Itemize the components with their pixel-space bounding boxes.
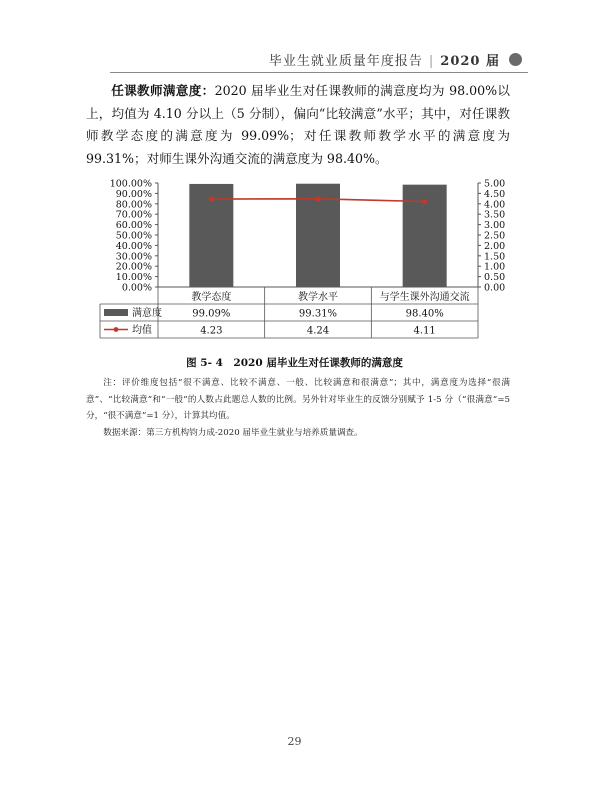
chart-caption: 图 5- 4 2020 届毕业生对任课教师的满意度 bbox=[186, 357, 403, 369]
mean-point-2 bbox=[315, 196, 320, 201]
left-tick-label: 50.00% bbox=[115, 230, 152, 242]
right-tick-label: 0.00 bbox=[484, 282, 506, 294]
satisfaction-chart bbox=[0, 0, 589, 350]
right-tick-label: 3.50 bbox=[484, 209, 506, 221]
legend-line-label: 均值 bbox=[132, 325, 152, 336]
legend-bar-label: 满意度 bbox=[132, 308, 162, 319]
right-tick-label: 4.50 bbox=[484, 188, 506, 200]
right-tick-label: 1.00 bbox=[484, 261, 506, 273]
category-label: 与学生课外沟通交流 bbox=[379, 292, 470, 303]
chart-note: 注：评价维度包括“很不满意、比较不满意、一般、比较满意和很满意”；其中，满意度为选择“很满意”、“比较满意”和“一般”的人数占此题总人数的比例。另外针对毕业生的反馈分别赋予 1-5 分（“很满意”=5 分，“很不满意”=1 分），计算其均值。 bbox=[86, 378, 510, 421]
header-year: 2020 届 bbox=[440, 54, 500, 69]
right-tick-label: 4.00 bbox=[484, 199, 506, 211]
mean-data-label: 4.11 bbox=[413, 325, 436, 337]
right-tick-label: 2.50 bbox=[484, 230, 506, 242]
bar-data-label: 98.40% bbox=[405, 308, 444, 320]
data-source: 数据来源：第三方机构钧力成-2020 届毕业生就业与培养质量调查。 bbox=[103, 428, 363, 438]
left-tick-label: 30.00% bbox=[115, 251, 152, 263]
header-title: 毕业生就业质量年度报告 bbox=[268, 54, 423, 69]
left-tick-label: 80.00% bbox=[115, 199, 152, 211]
left-tick-label: 40.00% bbox=[115, 240, 152, 252]
bar-data-label: 99.31% bbox=[298, 308, 338, 320]
left-tick-label: 70.00% bbox=[115, 209, 152, 221]
left-tick-label: 100.00% bbox=[109, 178, 152, 190]
mean-data-label: 4.24 bbox=[306, 325, 330, 337]
mean-data-label: 4.23 bbox=[200, 325, 223, 337]
right-tick-label: 5.00 bbox=[484, 178, 506, 190]
header-separator: | bbox=[428, 54, 435, 69]
left-tick-label: 20.00% bbox=[115, 261, 152, 273]
left-tick-label: 10.00% bbox=[115, 272, 152, 284]
category-label: 教学态度 bbox=[191, 292, 232, 303]
bar-data-label: 99.09% bbox=[192, 308, 231, 320]
right-tick-label: 2.00 bbox=[484, 240, 506, 252]
right-tick-label: 3.00 bbox=[484, 220, 506, 232]
left-tick-label: 90.00% bbox=[115, 188, 152, 200]
legend-line-marker bbox=[114, 327, 119, 332]
right-tick-label: 1.50 bbox=[484, 251, 506, 263]
left-tick-label: 60.00% bbox=[115, 220, 152, 232]
paragraph-lead: 任课教师满意度： bbox=[111, 83, 215, 98]
mean-point-1 bbox=[209, 196, 214, 201]
mean-point-3 bbox=[422, 199, 427, 204]
page-number: 29 bbox=[287, 735, 302, 748]
legend-bar-swatch bbox=[104, 309, 128, 316]
paragraph-body: 2020 届毕业生对任课教师的满意度均为 98.00%以上，均值为 4.10 分以上（5 分制），偏向“比较满意”水平；其中，对任课教师教学态度的满意度为 99.09%；对任课教师教学水平的满意度为 99.31%；对师生课外沟通交流的满意度为 98.40%。 bbox=[86, 83, 511, 166]
category-label: 教学水平 bbox=[298, 292, 338, 303]
right-tick-label: 0.50 bbox=[484, 272, 506, 284]
left-tick-label: 0.00% bbox=[121, 282, 152, 294]
